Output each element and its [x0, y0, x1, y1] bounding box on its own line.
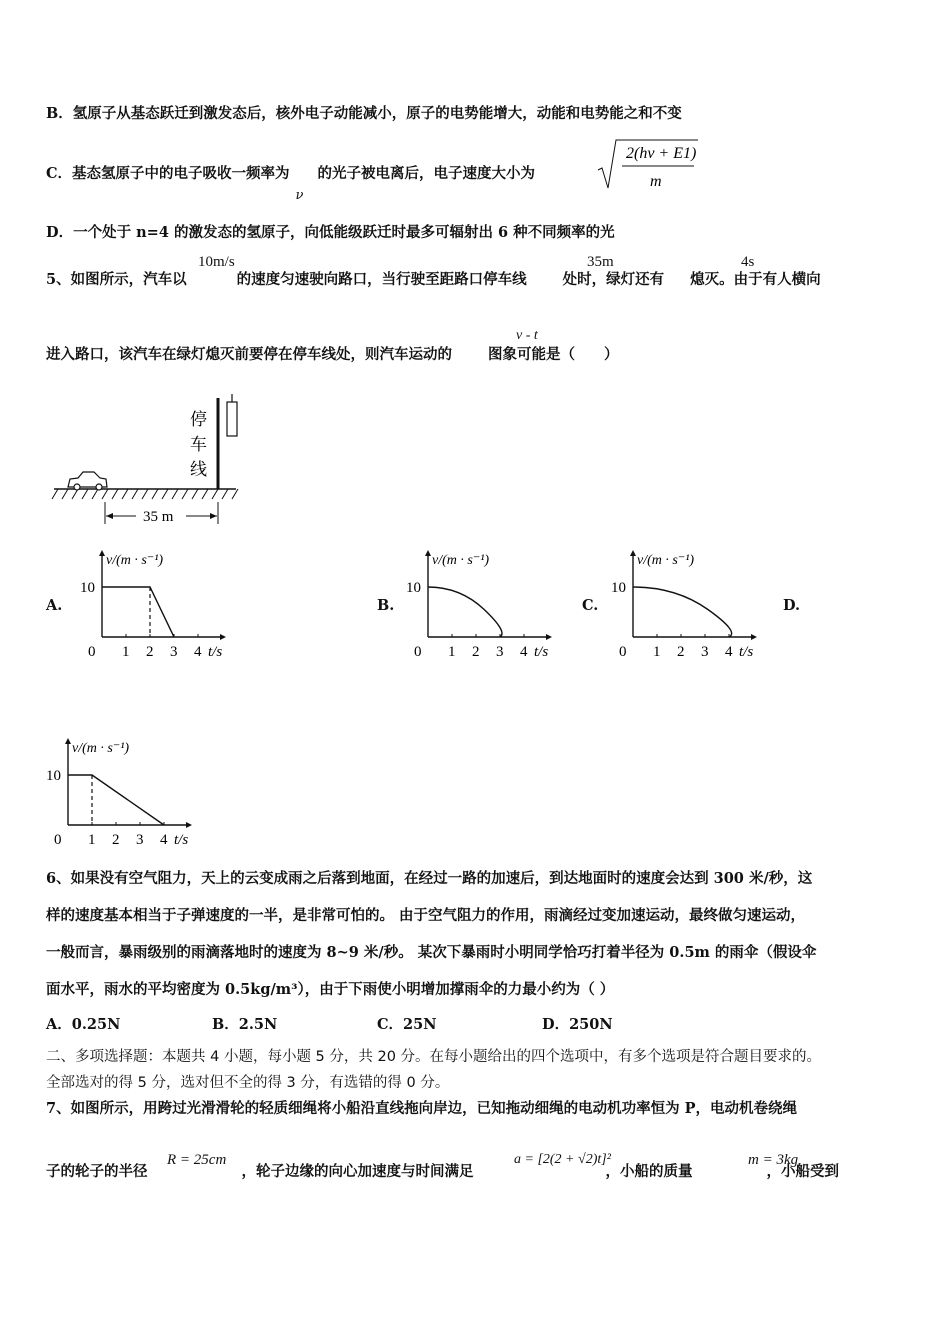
q4-option-d: D．一个处于 n=4 的激发态的氢原子，向低能级跃迁时最多可辐射出 6 种不同频率的光 — [46, 224, 615, 241]
formula-numerator: 2(hν + E1) — [626, 145, 697, 162]
option-c-label: C. — [582, 597, 599, 614]
x-tick-2: 2 — [677, 644, 685, 660]
x-tick-0: 0 — [414, 644, 422, 660]
y-axis-arrow — [425, 550, 431, 556]
series-line — [633, 587, 732, 637]
stop-line-char-1: 停 — [190, 410, 207, 429]
ground-hatching — [52, 489, 238, 499]
x-tick-3: 3 — [701, 644, 709, 660]
q7-radius: R = 25cm — [167, 1152, 227, 1168]
x-tick-2: 2 — [112, 832, 120, 848]
y-tick-10: 10 — [611, 580, 626, 596]
graph-b — [404, 542, 574, 664]
q6-choice-b: B．2.5N — [212, 1016, 278, 1033]
q5-time: 4s — [741, 254, 755, 270]
graph-d — [44, 730, 214, 852]
y-axis-label: v/(m · s⁻¹) — [72, 741, 130, 756]
y-tick-10: 10 — [406, 580, 421, 596]
x-tick-4: 4 — [160, 832, 168, 848]
y-axis-arrow — [65, 738, 71, 744]
x-tick-1: 1 — [653, 644, 661, 660]
x-axis-label: t/s — [174, 832, 189, 848]
graph-c — [609, 542, 779, 664]
y-axis-arrow — [99, 550, 105, 556]
q6-choice-c: C．25N — [377, 1016, 437, 1033]
series-line — [68, 775, 164, 825]
q4-option-b: B．氢原子从基态跃迁到激发态后，核外电子动能减小，原子的电势能增大，动能和电势能之和不变 — [46, 105, 682, 122]
q5-scene-figure — [50, 390, 250, 530]
x-axis-arrow — [186, 822, 192, 828]
x-tick-4: 4 — [520, 644, 528, 660]
x-tick-0: 0 — [88, 644, 96, 660]
x-tick-3: 3 — [496, 644, 504, 660]
x-axis-label: t/s — [208, 644, 223, 660]
car-icon — [68, 472, 107, 490]
option-a-label: A. — [46, 597, 63, 614]
q5-vt: v - t — [516, 328, 538, 343]
x-tick-3: 3 — [136, 832, 144, 848]
formula-denominator: m — [650, 173, 662, 190]
q6-choice-a: A．0.25N — [46, 1016, 121, 1033]
series-line — [102, 587, 174, 637]
q5-speed: 10m/s — [198, 254, 235, 270]
section2-line-2: 全部选对的得 5 分，选对但不全的得 3 分，有选错的得 0 分。 — [46, 1075, 450, 1091]
x-tick-4: 4 — [194, 644, 202, 660]
q6-choice-d: D．250N — [542, 1016, 613, 1033]
q4-option-c — [46, 162, 536, 203]
q6-line-3: 一般而言，暴雨级别的雨滴落地时的速度为 8~9 米/秒。 某次下暴雨时小明同学恰巧打着半径为 0.5m 的雨伞（假设伞 — [46, 944, 817, 961]
q5-distance: 35m — [587, 254, 614, 270]
q5-text-2: 的速度匀速驶向路口，当行驶至距路口停车线 — [236, 271, 527, 288]
q6-line-1: 6、如果没有空气阻力，天上的云变成雨之后落到地面，在经过一路的加速后，到达地面时的速度会达到 300 米/秒，这 — [46, 870, 813, 887]
x-tick-0: 0 — [54, 832, 62, 848]
x-tick-1: 1 — [122, 644, 130, 660]
q5-line-1 — [46, 268, 821, 289]
q7-line-2 — [46, 1160, 839, 1181]
q5-text-4: 熄灭。由于有人横向 — [690, 271, 821, 288]
q4-option-c-text-2: 的光子被电离后，电子速度大小为 — [317, 165, 536, 182]
x-axis-arrow — [220, 634, 226, 640]
q7-mass: m = 3kg — [748, 1152, 799, 1168]
q7-text-4: ，小船受到 — [766, 1163, 839, 1180]
y-axis-label: v/(m · s⁻¹) — [637, 553, 695, 568]
q5-text-6: 图象可能是（ ） — [488, 346, 619, 363]
y-axis-label: v/(m · s⁻¹) — [432, 553, 490, 568]
x-axis-label: t/s — [534, 644, 549, 660]
y-axis-label: v/(m · s⁻¹) — [106, 553, 164, 568]
q5-text-3: 处时，绿灯还有 — [562, 271, 665, 288]
option-d-label: D. — [783, 597, 801, 614]
q5-line-2 — [46, 343, 619, 364]
stop-line-char-2: 车 — [190, 435, 207, 454]
q6-line-2: 样的速度基本相当于子弹速度的一半，是非常可怕的。 由于空气阻力的作用，雨滴经过变加速运动，最终做匀速运动， — [46, 907, 806, 924]
x-tick-2: 2 — [472, 644, 480, 660]
x-axis-arrow — [546, 634, 552, 640]
q7-acceleration: a = [2(2 + √2)t]² — [514, 1152, 611, 1167]
x-tick-3: 3 — [170, 644, 178, 660]
q4-velocity-formula — [596, 136, 700, 192]
section2-line-1: 二、多项选择题：本题共 4 小题，每小题 5 分，共 20 分。在每小题给出的四个选项中，有多个选项是符合题目要求的。 — [46, 1049, 822, 1065]
x-tick-4: 4 — [725, 644, 733, 660]
q7-text-2: ，轮子边缘的向心加速度与时间满足 — [241, 1163, 474, 1180]
x-tick-1: 1 — [448, 644, 456, 660]
stop-line-char-3: 线 — [190, 460, 207, 479]
x-tick-0: 0 — [619, 644, 627, 660]
y-axis-arrow — [630, 550, 636, 556]
series-line — [428, 587, 502, 637]
traffic-light-icon — [227, 402, 237, 436]
y-tick-10: 10 — [80, 580, 95, 596]
q6-line-4: 面水平，雨水的平均密度为 0.5kg/m³），由于下雨使小明增加撑雨伞的力最小约为（ ） — [46, 981, 615, 998]
y-tick-10: 10 — [46, 768, 61, 784]
q4-nu-symbol: ν — [295, 188, 304, 203]
q7-text-1: 子的轮子的半径 — [46, 1163, 148, 1180]
q5-text-1: 5、如图所示，汽车以 — [46, 271, 187, 288]
q7-text-3: ，小船的质量 — [605, 1163, 693, 1180]
q5-text-5: 进入路口，该汽车在绿灯熄灭前要停在停车线处，则汽车运动的 — [46, 346, 452, 363]
q7-line-1: 7、如图所示，用跨过光滑滑轮的轻质细绳将小船沿直线拖向岸边，已知拖动细绳的电动机功率恒为 P，电动机卷绕绳 — [46, 1100, 798, 1117]
distance-label: 35 m — [143, 509, 174, 525]
x-tick-1: 1 — [88, 832, 96, 848]
q4-option-c-text-1: C．基态氢原子中的电子吸收一频率为 — [46, 165, 290, 182]
x-tick-2: 2 — [146, 644, 154, 660]
graph-a — [78, 542, 248, 664]
option-b-label: B. — [377, 597, 395, 614]
x-axis-label: t/s — [739, 644, 754, 660]
x-axis-arrow — [751, 634, 757, 640]
